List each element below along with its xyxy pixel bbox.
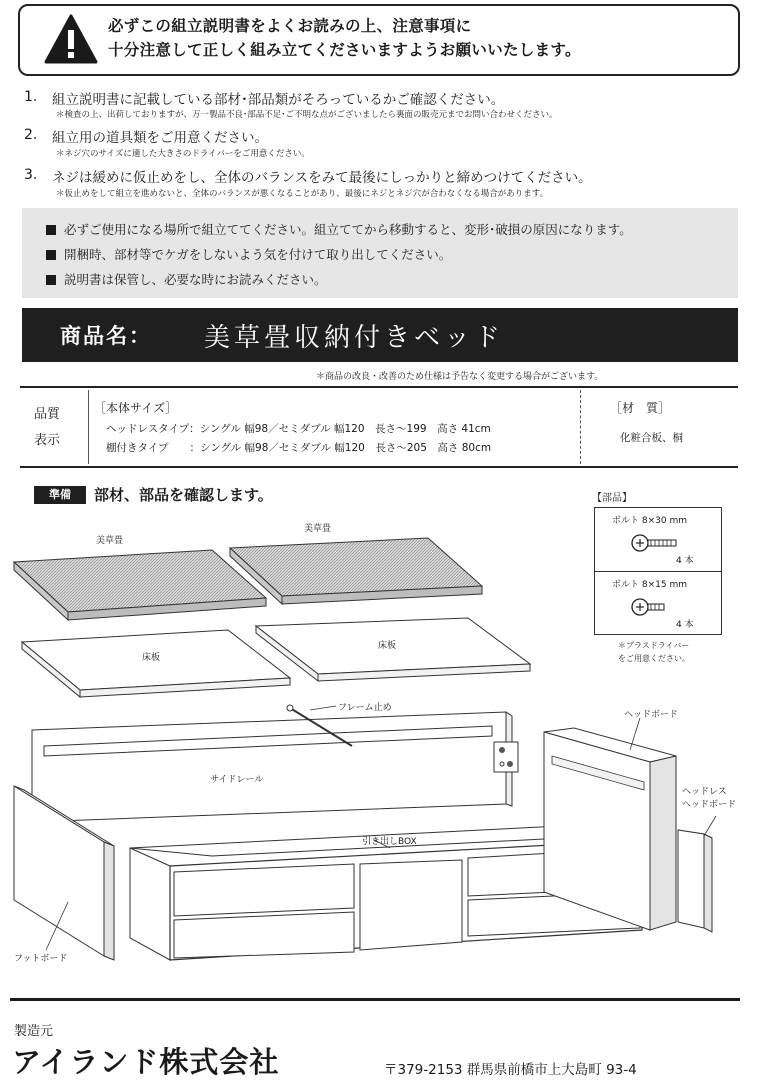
material-heading: ［材 質］ bbox=[610, 401, 671, 415]
label-side-rail: サイドレール bbox=[210, 775, 264, 785]
company-address: 〒379-2153 群馬県前橋市上大島町 93-4 bbox=[384, 1062, 637, 1078]
tatami-mat-right bbox=[230, 538, 482, 604]
maker-label: 製造元 bbox=[14, 1024, 54, 1039]
label-tatami-right: 美草畳 bbox=[304, 524, 332, 534]
product-title-bar bbox=[22, 308, 738, 362]
step-3-note: ＊仮止めをして組立を進めないと、全体のバランスが悪くなることがあり、最後にネジとネジ穴が合わなくなる場合があります。 bbox=[56, 189, 549, 199]
parts-diagram bbox=[0, 510, 763, 990]
size-row-2: 棚付きタイプ ：シングル 幅98／セミダブル 幅120 長さ～205 高さ 80cm bbox=[106, 442, 492, 454]
part-2-name: ボルト 8×15 mm bbox=[612, 580, 687, 590]
part-1-qty: 4 本 bbox=[676, 556, 694, 566]
caution-item: 必ずご使用になる場所で組立ててください。組立ててから移動すると、変形･破損の原因になります。 bbox=[46, 220, 632, 238]
step-2-text: 組立用の道具類をご用意ください。 bbox=[52, 130, 268, 146]
label-floor-right: 床板 bbox=[378, 641, 397, 651]
label-drawer-box: 引き出しBOX bbox=[362, 837, 417, 847]
product-note: ＊商品の改良・改善のため仕様は予告なく変更する場合がございます。 bbox=[316, 372, 604, 382]
side-rail bbox=[32, 712, 512, 822]
step-1-text: 組立説明書に記載している部材･部品類がそろっているかご確認ください。 bbox=[52, 92, 505, 108]
metal-bracket bbox=[494, 742, 518, 772]
label-frame-stop: フレーム止め bbox=[338, 703, 392, 713]
label-headless-head-board: ヘッドレス ヘッドボード bbox=[682, 787, 737, 810]
label-foot-board: フットボード bbox=[14, 954, 68, 964]
prep-title: 部材、部品を確認します。 bbox=[94, 486, 273, 504]
parts-note: ＊プラスドライバー をご用意ください。 bbox=[618, 641, 690, 663]
warning-text bbox=[108, 14, 581, 62]
product-name: 美草畳収納付きベッド bbox=[204, 323, 505, 353]
step-2-number: 2. bbox=[24, 127, 38, 143]
spec-divider bbox=[88, 390, 89, 464]
square-bullet-icon bbox=[46, 250, 56, 260]
headless-head-board bbox=[678, 816, 716, 932]
step-1-number: 1. bbox=[24, 89, 38, 105]
label-tatami-left: 美草畳 bbox=[96, 536, 124, 546]
footer-divider bbox=[10, 998, 740, 1001]
part-2-qty: 4 本 bbox=[676, 620, 694, 630]
size-heading: ［本体サイズ］ bbox=[94, 401, 178, 415]
step-2-note: ＊ネジ穴のサイズに適した大きさのドライバーをご用意ください。 bbox=[56, 149, 310, 159]
step-1-note: ＊検査の上、出荷しておりますが、万一製品不良･部品不足･ご不明な点がございましたら裏面の販売元までお問い合わせください。 bbox=[56, 110, 558, 120]
square-bullet-icon bbox=[46, 225, 56, 235]
size-row-1: ヘッドレスタイプ：シングル 幅98／セミダブル 幅120 長さ～199 高さ 41cm bbox=[106, 423, 491, 435]
label-head-board: ヘッドボード bbox=[624, 710, 679, 720]
parts-heading: 【部品】 bbox=[592, 493, 632, 504]
floor-board-left bbox=[22, 630, 290, 697]
company-name: アイランド株式会社 bbox=[12, 1045, 280, 1079]
prep-badge: 準備 bbox=[34, 486, 86, 504]
product-label: 商品名： bbox=[60, 324, 152, 348]
material-value: 化粧合板、桐 bbox=[620, 432, 683, 444]
spec-label: 品質 表示 bbox=[34, 407, 61, 448]
part-1-name: ボルト 8×30 mm bbox=[612, 516, 687, 526]
head-board bbox=[544, 718, 676, 930]
square-bullet-icon bbox=[46, 275, 56, 285]
tatami-mat-left bbox=[14, 550, 266, 620]
label-floor-left: 床板 bbox=[142, 653, 161, 663]
caution-item: 開梱時、部材等でケガをしないよう気を付けて取り出してください。 bbox=[46, 245, 451, 263]
spec-divider-dashed bbox=[580, 390, 581, 464]
step-3-text: ネジは緩めに仮止めをし、全体のバランスをみて最後にしっかりと締めつけてください。 bbox=[52, 170, 592, 186]
warning-icon bbox=[44, 14, 98, 64]
warning-line-2: 十分注意して正しく組み立てくださいますようお願いいたします。 bbox=[108, 41, 581, 59]
step-3-number: 3. bbox=[24, 167, 38, 183]
caution-item: 説明書は保管し、必要な時にお読みください。 bbox=[46, 270, 327, 288]
warning-line-1: 必ずこの組立説明書をよくお読みの上、注意事項に bbox=[108, 17, 472, 35]
